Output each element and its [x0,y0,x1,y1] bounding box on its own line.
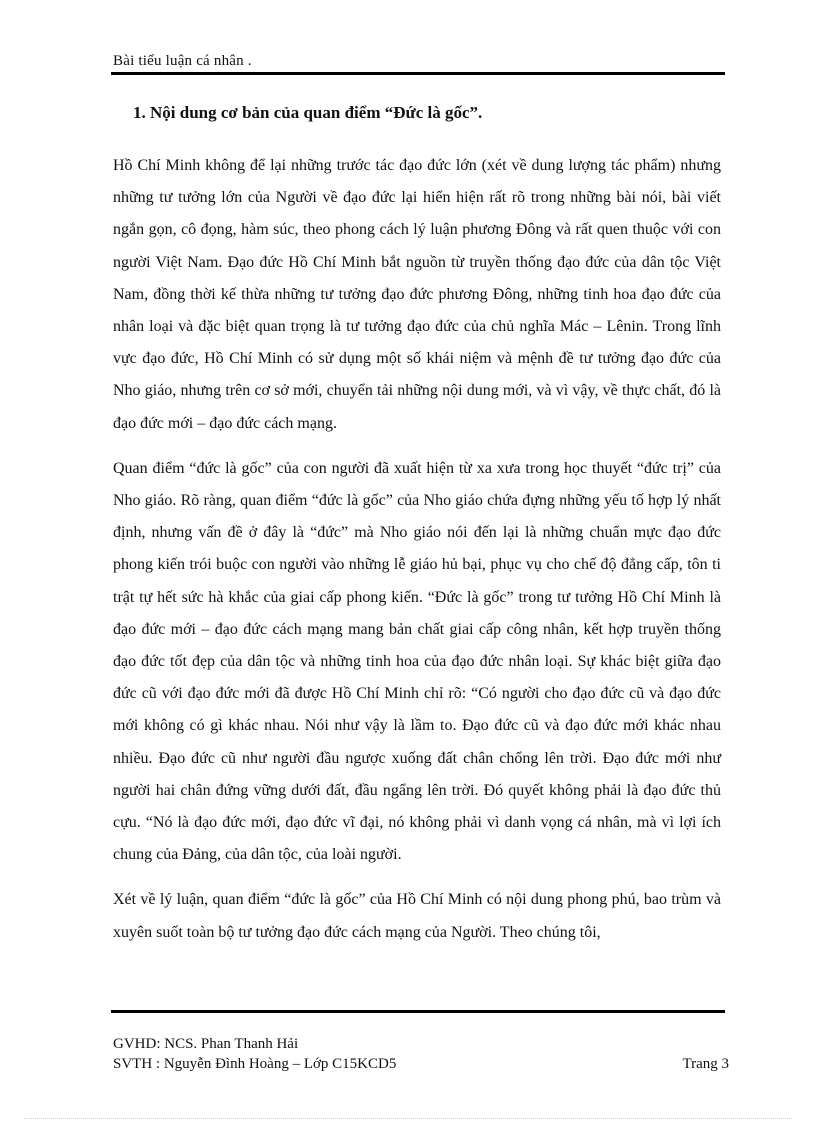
section-heading: 1. Nội dung cơ bản của quan điểm “Đức là gốc”. [133,103,483,122]
page-footer [113,1034,729,1074]
page-header: Bài tiểu luận cá nhân . [113,53,252,69]
paragraph-3: Xét về lý luận, quan điểm “đức là gốc” của Hồ Chí Minh có nội dung phong phú, bao trùm và xuyên suốt toàn bộ tư tưởng đạo đức cách mạng của Người. Theo chúng tôi, [113,891,721,941]
footer-supervisor-row [113,1034,729,1054]
paragraph-2: Quan điểm “đức là gốc” của con người đã xuất hiện từ xa xưa trong học thuyết “đức trị” của Nho giáo. Rõ ràng, quan điểm “đức là gốc” của Nho giáo chứa đựng những yếu tố hợp lý nhất định, nhưng vấn đề ở đây là “đức” mà Nho giáo nói đến lại là những chuẩn mực đạo đức phong kiến trói buộc con người vào những lễ giáo hủ bại, phục vụ cho chế độ đẳng cấp, tôn ti trật tự hết sức hà khắc của giai cấp phong kiến. “Đức là gốc” trong tư tưởng Hồ Chí Minh là đạo đức mới – đạo đức cách mạng mang bản chất giai cấp công nhân, kết hợp truyền thống đạo đức tốt đẹp của dân tộc và những tinh hoa của đạo đức nhân loại. Sự khác biệt giữa đạo đức cũ với đạo đức mới đã được Hồ Chí Minh chỉ rõ: “Có người cho đạo đức cũ và đạo đức mới không có gì khác nhau. Nói như vậy là lầm to. Đạo đức cũ và đạo đức mới khác nhau nhiều. Đạo đức cũ như người đầu ngược xuống đất chân chổng lên trời. Đạo đức mới như người hai chân đứng vững dưới đất, đầu ngẩng lên trời. Đó quyết không phải là đạo đức thủ cựu. “Nó là đạo đức mới, đạo đức vĩ đại, nó không phải vì danh vọng cá nhân, mà vì lợi ích chung của Đảng, của dân tộc, của loài người. [113,459,721,864]
page-number: Trang 3 [682,1056,729,1072]
paragraph-1: Hồ Chí Minh không để lại những trước tác đạo đức lớn (xét về dung lượng tác phẩm) nhưng những tư tưởng lớn của Người về đạo đức lại hiển hiện rất rõ trong những bài nói, bài viết ngắn gọn, cô đọng, hàm súc, theo phong cách lý luận phương Đông và rất quen thuộc với con người Việt Nam. Đạo đức Hồ Chí Minh bắt nguồn từ truyền thống đạo đức của dân tộc Việt Nam, đồng thời kế thừa những tư tưởng đạo đức phương Đông, những tinh hoa đạo đức của nhân loại và đặc biệt quan trọng là tư tưởng đạo đức của chủ nghĩa Mác – Lênin. Trong lĩnh vực đạo đức, Hồ Chí Minh có sử dụng một số khái niệm và mệnh đề tư tưởng đạo đức của Nho giáo, nhưng trên cơ sở mới, chuyển tải những nội dung mới, và vì vậy, về thực chất, đó là đạo đức mới – đạo đức cách mạng. [113,157,721,432]
footer-supervisor: GVHD: NCS. Phan Thanh Hải [113,1036,299,1052]
footer-rule [111,1010,725,1013]
body-text [113,150,721,949]
footer-student: SVTH : Nguyễn Đình Hoàng – Lớp C15KCD5 [113,1056,397,1072]
header-rule [111,72,725,75]
page-edge-divider [24,1118,792,1119]
footer-student-row [113,1054,729,1074]
